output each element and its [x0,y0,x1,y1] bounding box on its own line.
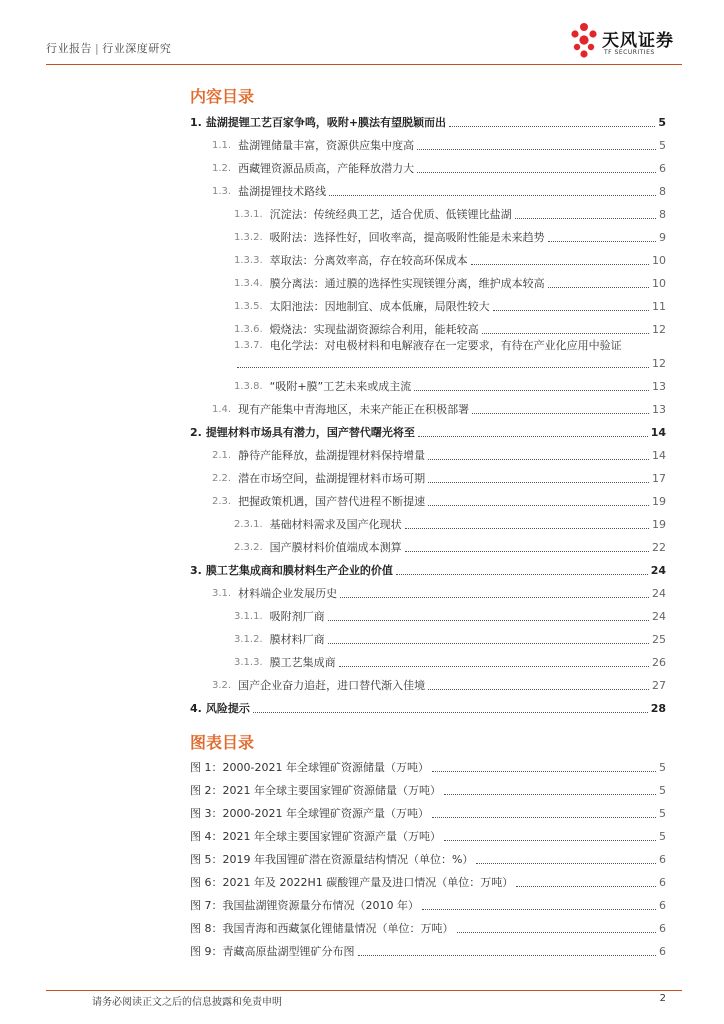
figure-entry-page: 5 [659,830,666,843]
toc-entry-title: 盐湖提锂工艺百家争鸣，吸附+膜法有望脱颖而出 [205,116,447,129]
figure-leader-dots [432,817,656,818]
toc-entry-page: 6 [659,162,666,175]
toc-entry-number: 1.3.6. [234,324,263,335]
toc-entry[interactable] [190,394,666,417]
toc-entry-page: 27 [652,679,666,692]
toc-leader-dots [417,149,656,150]
toc-entry-number: 2.3.2. [234,542,263,553]
figure-entry-title: 图 3：2000-2021 年全球锂矿资源产量（万吨） [190,807,429,820]
toc-leader-dots [482,333,649,334]
list-of-figures [190,752,666,959]
toc-entry-number: 1. [190,116,202,129]
toc-entry-number: 2.3.1. [234,519,263,530]
toc-entry[interactable] [190,578,666,601]
toc-entry-title: 静待产能释放，盐湖提锂材料保持增量 [238,449,426,462]
toc-leader-dots [428,482,649,483]
toc-entry-title: 把握政策机遇，国产替代进程不断提速 [238,495,426,508]
toc-entry-page: 8 [659,208,666,221]
toc-entry-number: 3. [190,564,202,577]
toc-entry-title: 西藏锂资源品质高，产能释放潜力大 [238,162,415,175]
toc-entry-title: 材料端企业发展历史 [238,587,338,600]
toc-leader-dots [328,643,649,644]
toc-entry-page: 14 [652,449,666,462]
toc-entry-number: 1.1. [212,140,232,151]
figure-entry[interactable] [190,936,666,959]
toc-leader-dots [414,390,649,391]
figure-leader-dots [457,932,657,933]
toc-entry-number: 1.2. [212,163,232,174]
toc-leader-dots [472,413,649,414]
toc-entry-page: 12 [652,323,666,336]
toc-entry-page: 11 [652,300,666,313]
toc-entry-page: 8 [659,185,666,198]
toc-entry-page: 5 [659,139,666,152]
disclaimer-text: 请务必阅读正文之后的信息披露和免责申明 [92,997,282,1008]
toc-entry[interactable] [190,486,666,509]
toc-entry-page: 17 [652,472,666,485]
toc-entry[interactable] [190,153,666,176]
toc-entry-page: 19 [652,495,666,508]
toc-entry-title: 风险提示 [205,702,250,715]
figure-entry-page: 6 [659,853,666,866]
toc-entry[interactable] [190,417,666,440]
toc-entry[interactable] [190,245,666,268]
toc-title: 内容目录 [190,87,255,106]
toc-entry-title: 吸附法：选择性好，回收率高，提高吸附性能是未来趋势 [269,231,545,244]
figure-entry[interactable] [190,798,666,821]
figures-title: 图表目录 [190,733,255,752]
toc-entry[interactable] [190,291,666,314]
toc-entry-number: 3.2. [212,680,232,691]
figure-entry-page: 5 [659,784,666,797]
figure-entry-title: 图 6：2021 年及 2022H1 碳酸锂产量及进口情况（单位：万吨） [190,876,514,889]
toc-entry-page: 9 [659,231,666,244]
toc-entry[interactable] [190,601,666,624]
toc-entry-title: 萃取法：分离效率高，存在较高环保成本 [269,254,468,267]
brand-flower-icon [568,20,600,60]
toc-entry[interactable] [190,337,666,353]
toc-leader-dots [396,574,648,575]
toc-entry[interactable] [190,268,666,291]
toc-entry-title: 膜材料厂商 [269,633,325,646]
toc-leader-dots [493,310,649,311]
toc-entry[interactable] [190,693,666,716]
figure-leader-dots [444,840,656,841]
toc-entry-number: 2.2. [212,473,232,484]
toc-entry[interactable] [190,647,666,670]
toc-entry-number: 1.3.1. [234,209,263,220]
report-category [46,40,171,56]
toc-leader-dots [428,459,649,460]
figure-entry-title: 图 1：2000-2021 年全球锂矿资源储量（万吨） [190,761,429,774]
figure-entry[interactable] [190,890,666,913]
figure-entry[interactable] [190,752,666,775]
toc-entry-number: 2.3. [212,496,232,507]
toc-leader-dots [548,241,656,242]
toc-entry[interactable] [190,440,666,463]
toc-entry[interactable] [190,107,666,130]
figure-entry[interactable] [190,867,666,890]
toc-entry[interactable] [190,624,666,647]
toc-entry-title: 吸附剂厂商 [269,610,325,623]
toc-entry-number: 1.3.3. [234,255,263,266]
figure-entry[interactable] [190,775,666,798]
toc-entry-page: 24 [652,610,666,623]
toc-leader-dots [417,172,656,173]
toc-leader-dots [548,287,649,288]
category-label: 行业报告 [46,42,92,55]
toc-entry-page: 19 [652,518,666,531]
toc-leader-dots [340,597,649,598]
figure-entry[interactable] [190,821,666,844]
toc-leader-dots [328,620,649,621]
toc-entry[interactable] [190,670,666,693]
toc-entry[interactable] [190,555,666,578]
toc-entry-number: 2.1. [212,450,232,461]
toc-entry-title: 膜工艺集成商和膜材料生产企业的价值 [205,564,393,577]
figure-entry-title: 图 8：我国青海和西藏氯化锂储量情况（单位：万吨） [190,922,454,935]
toc-entry-page: 13 [652,403,666,416]
toc-entry-number: 3.1.1. [234,611,263,622]
toc-entry[interactable] [190,532,666,555]
toc-entry[interactable] [190,199,666,222]
toc-leader-dots [253,712,648,713]
figure-leader-dots [476,863,656,864]
toc-entry-number: 1.3.2. [234,232,263,243]
brand-name-en: TF SECURITIES [604,49,655,56]
footer-divider [46,990,682,991]
figure-entry-page: 6 [659,899,666,912]
toc-entry-page: 24 [652,587,666,600]
toc-entry-title: 沉淀法：传统经典工艺，适合优质、低镁锂比盐湖 [269,208,512,221]
toc-entry[interactable] [190,130,666,153]
brand-logo [568,20,678,62]
subcategory-label: 行业深度研究 [102,42,172,55]
page-number: 2 [659,993,666,1004]
toc-leader-dots [339,666,649,667]
figure-entry-title: 图 4：2021 年全球主要国家锂矿资源产量（万吨） [190,830,441,843]
figure-entry-page: 6 [659,922,666,935]
toc-entry-title: 膜工艺集成商 [269,656,336,669]
toc-entry-page: 22 [652,541,666,554]
toc-entry[interactable] [190,222,666,245]
toc-leader-dots [515,218,656,219]
figure-entry-page: 5 [659,761,666,774]
figure-entry-title: 图 7：我国盐湖锂资源量分布情况（2010 年） [190,899,419,912]
toc-entry-title: 提锂材料市场具有潜力，国产替代曙光将至 [205,426,415,439]
figure-leader-dots [358,955,657,956]
toc-leader-dots [405,528,649,529]
header-divider [46,64,682,65]
toc-entry-number: 4. [190,702,202,715]
toc-entry-page: 25 [652,633,666,646]
category-separator: | [95,42,100,55]
toc-entry-title: 基础材料需求及国产化现状 [269,518,402,531]
toc-entry-page: 10 [652,277,666,290]
toc-entry-title: 国产膜材料价值端成本测算 [269,541,402,554]
toc-entry[interactable] [190,371,666,394]
toc-entry-page: 24 [650,564,666,577]
toc-leader-dots [405,551,649,552]
toc-entry-page: 26 [652,656,666,669]
toc-entry-number: 1.3.8. [234,381,263,392]
figure-entry-title: 图 2：2021 年全球主要国家锂矿资源储量（万吨） [190,784,441,797]
toc-entry-number: 3.1.3. [234,657,263,668]
figure-leader-dots [516,886,656,887]
toc-entry-title: “吸附+膜”工艺未来或成主流 [269,380,412,393]
toc-entry-number: 2. [190,426,202,439]
toc-leader-dots [471,264,649,265]
figure-entry-page: 6 [659,945,666,958]
toc-entry-continuation[interactable] [190,353,666,371]
figure-entry[interactable] [190,913,666,936]
toc-entry[interactable] [190,314,666,337]
figure-leader-dots [422,909,656,910]
toc-leader-dots [428,505,649,506]
toc-entry-number: 1.3. [212,186,232,197]
toc-leader-dots [428,689,649,690]
toc-entry-title: 太阳池法：因地制宜、成本低廉，局限性较大 [269,300,490,313]
toc-entry-title: 潜在市场空间，盐湖提锂材料市场可期 [238,472,426,485]
toc-entry-title: 盐湖提锂技术路线 [238,185,327,198]
toc-entry-title: 煅烧法：实现盐湖资源综合利用，能耗较高 [269,323,479,336]
figure-entry[interactable] [190,844,666,867]
toc-entry-page: 12 [652,357,666,370]
table-of-contents [190,107,666,716]
figure-leader-dots [432,771,656,772]
toc-leader-dots [418,436,648,437]
toc-entry-page: 10 [652,254,666,267]
toc-entry[interactable] [190,509,666,532]
toc-entry-title: 国产企业奋力追赶，进口替代渐入佳境 [238,679,426,692]
toc-entry-page: 5 [658,116,666,129]
toc-entry-title: 电化学法：对电极材料和电解液存在一定要求，有待在产业化应用中验证 [269,339,622,352]
toc-entry-page: 14 [650,426,666,439]
toc-entry-page: 13 [652,380,666,393]
brand-name-cn: 天风证券 [602,31,674,51]
toc-entry-title: 膜分离法：通过膜的选择性实现镁锂分离，维护成本较高 [269,277,545,290]
toc-entry-number: 3.1. [212,588,232,599]
toc-entry-number: 3.1.2. [234,634,263,645]
toc-leader-dots [449,126,655,127]
figure-entry-title: 图 9：青藏高原盐湖型锂矿分布图 [190,945,355,958]
toc-entry[interactable] [190,463,666,486]
toc-leader-dots [237,367,649,368]
toc-entry-page: 28 [650,702,666,715]
toc-entry[interactable] [190,176,666,199]
toc-entry-title: 盐湖锂储量丰富，资源供应集中度高 [238,139,415,152]
toc-entry-number: 1.3.5. [234,301,263,312]
figure-entry-title: 图 5：2019 年我国锂矿潜在资源量结构情况（单位：%） [190,853,474,866]
toc-entry-number: 1.4. [212,404,232,415]
figure-entry-page: 5 [659,807,666,820]
figure-entry-page: 6 [659,876,666,889]
toc-entry-title: 现有产能集中青海地区，未来产能正在积极部署 [238,403,470,416]
figure-leader-dots [444,794,656,795]
toc-entry-number: 1.3.4. [234,278,263,289]
toc-leader-dots [329,195,656,196]
toc-entry-number: 1.3.7. [234,340,263,351]
